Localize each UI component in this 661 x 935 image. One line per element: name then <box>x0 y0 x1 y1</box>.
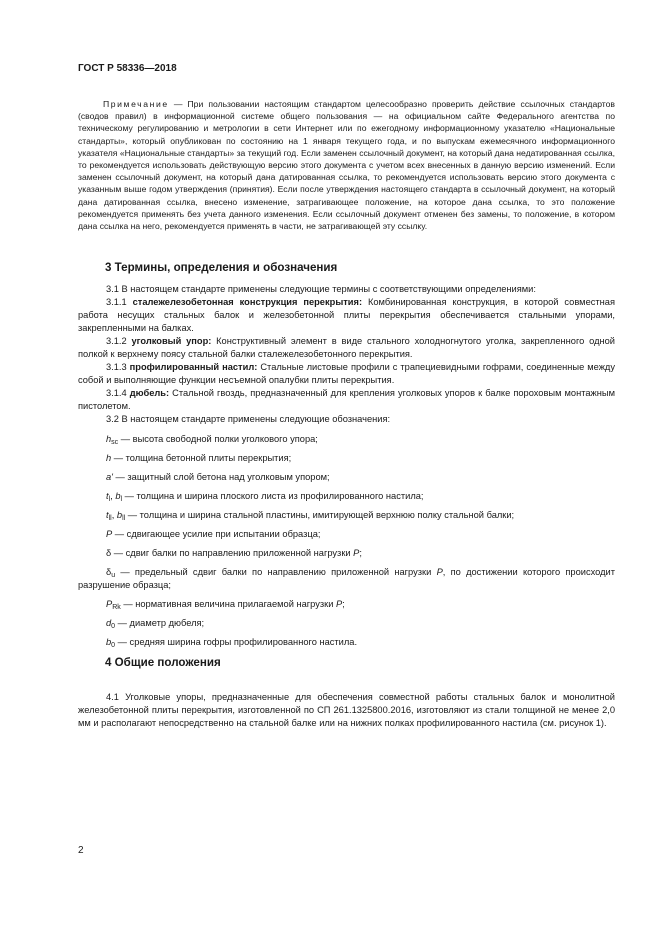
section-3-title: 3 Термины, определения и обозначения <box>105 261 338 274</box>
clause-3-2: 3.2 В настоящем стандарте применены следующие обозначения: <box>106 414 391 424</box>
note-label: Примечание <box>103 99 169 109</box>
clause-4-1: 4.1 Уголковые упоры, предназначенные для обеспечения совместной работы стальных балок и монолитной железобетонной плиты перекрытия, изготовленной по СП 261.1325800.2016, изготовляют из стали толщиной не менее 2,0 мм и располагают непосредственно на стальной балке или на нижних полках профилированного настила (см. рисунок 1). <box>78 692 615 728</box>
term-title: профилированный настил: <box>129 362 258 372</box>
term-title: сталежелезобетонная конструкция перекрытия: <box>132 297 363 307</box>
term-title: уголковый упор: <box>131 336 212 346</box>
reference-note <box>78 98 615 232</box>
clause-3-1: 3.1 В настоящем стандарте применены следующие термины с соответствующими определениями: <box>106 284 536 294</box>
term-title: дюбель: <box>129 388 170 398</box>
term-3-1-2: 3.1.2 уголковый упор: Конструктивный элемент в виде стального холодногнутого уголка, закрепленного одной полкой к верхнему поясу стальной балки сталежелезобетонного перекрытия. <box>78 336 615 359</box>
note-text: — При пользовании настоящим стандартом целесообразно проверить действие ссылочных стандартов (сводов правил) в информационной системе общего пользования — на официальном сайте Федерального агентства по техническому регулированию и метрологии в сети Интернет или по ежегодному информационному указателю «Национальные стандарты», который опубликован по состоянию на 1 января текущего года, и по выпускам ежемесячного информационного указателя «Национальные стандарты» за текущий год. Если заменен ссылочный документ, на который дана недатированная ссылка, то рекомендуется использовать действующую версию этого документа с учетом всех внесенных в данную версию изменений. Если заменен ссылочный документ, на который дана датированная ссылка, то рекомендуется использовать версию этого документа с указанным выше годом утверждения (принятия). Если после утверждения настоящего стандарта в ссылочный документ, на который дана датированная ссылка, внесено изменение, затрагивающее положение, на которое дана ссылка, то это положение рекомендуется применять без учета данного изменения. Если ссылочный документ отменен без замены, то положение, в котором дана ссылка на него, рекомендуется применять в части, не затрагивающей эту ссылку. <box>78 99 615 232</box>
symbol-tl-bl: $t_l$, $b_l$ — толщина и ширина плоского листа из профилированного настила; <box>106 491 424 503</box>
symbol-tll-bll: $t_{ll}$, $b_{ll}$ — толщина и ширина стальной пластины, имитирующей верхнюю полку стальной балки; <box>106 510 515 522</box>
symbol-hsc: $h_{sc}$ — высота свободной полки уголкового упора; <box>106 434 318 446</box>
section-4-title: 4 Общие положения <box>105 656 221 669</box>
symbol-P: P — сдвигающее усилие при испытании образца; <box>106 529 321 539</box>
symbol-a: a' — защитный слой бетона над уголковым упором; <box>106 472 330 482</box>
symbol-PRk: $P_{Rk}$ — нормативная величина прилагаемой нагрузки P; <box>106 599 345 611</box>
page-number: 2 <box>78 845 84 856</box>
section-4-body <box>78 691 615 730</box>
symbol-delta: δ — сдвиг балки по направлению приложенной нагрузки P; <box>106 548 362 558</box>
section-3-body <box>78 283 615 649</box>
symbol-d0: $d_0$ — диаметр дюбеля; <box>106 618 205 630</box>
symbol-b0: $b_0$ — средняя ширина гофры профилированного настила. <box>106 637 358 649</box>
document-code-header: ГОСТ Р 58336—2018 <box>78 63 177 74</box>
symbol-delta-u: $\delta_u$ — предельный сдвиг балки по направлению приложенной нагрузки P, по достижении которого происходит разрушение образца; <box>78 567 615 590</box>
term-3-1-3: 3.1.3 профилированный настил: Стальные листовые профили с трапециевидными гофрами, соединенные между собой и выполняющие функции несъемной опалубки плиты перекрытия. <box>78 362 616 385</box>
term-3-1-4: 3.1.4 дюбель: Стальной гвоздь, предназначенный для крепления уголковых упоров к балке пороховым монтажным пистолетом. <box>78 388 615 411</box>
term-3-1-1: 3.1.1 сталежелезобетонная конструкция перекрытия: Комбинированная конструкция, в которой совместная работа несущих стальных балок и железобетонной плиты перекрытия обеспечивается стальными упорами, закрепленными на балках. <box>78 297 615 333</box>
symbol-h: h — толщина бетонной плиты перекрытия; <box>106 453 292 463</box>
